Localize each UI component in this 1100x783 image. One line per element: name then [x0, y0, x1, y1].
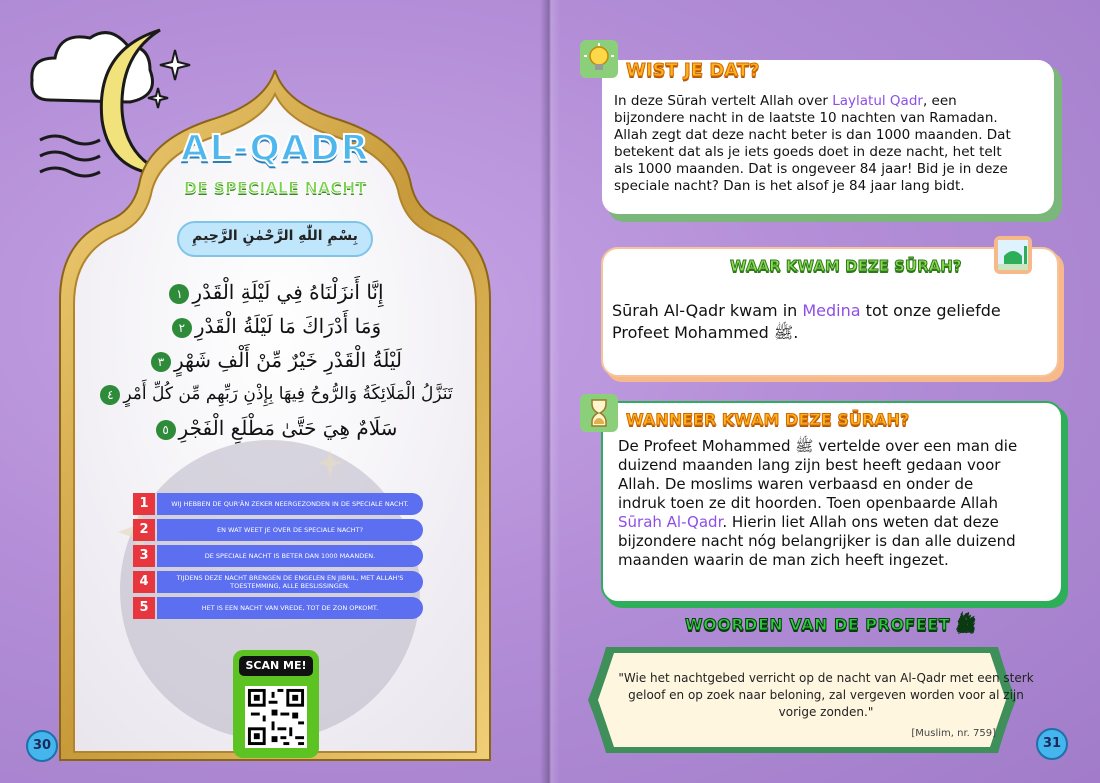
translation-row: [133, 545, 423, 567]
verse-line: [70, 411, 480, 445]
page-title: AL-QADR: [180, 128, 370, 169]
verse-number: ١: [169, 284, 189, 304]
translation-text: WIJ HEBBEN DE QUR'ÂN ZEKER NEERGEZONDEN IN DE SPECIALE NACHT.: [157, 493, 423, 515]
text-segment: . Hierin liet Allah ons weten dat deze bijzondere nacht nóg belangrijker is dan alle duizend maanden waarin de man zich heeft ingezet.: [618, 513, 1016, 569]
lightbulb-icon: [580, 40, 618, 78]
translation-text: DE SPECIALE NACHT IS BETER DAN 1000 MAANDEN.: [157, 545, 423, 567]
highlight-term: Sūrah Al-Qadr: [618, 513, 723, 531]
highlight-term: Medina: [802, 301, 861, 320]
prophet-quote: "Wie het nachtgebed verricht op de nacht van Al-Qadr met een sterk geloof en op zoek naar beloning, zal vergeven worden voor al zijn vorige zonden.": [618, 671, 1034, 719]
hourglass-icon: [580, 394, 618, 432]
text-segment: In deze Sūrah vertelt Allah over: [614, 93, 833, 109]
page-number-right: 31: [1036, 728, 1068, 760]
translation-text: HET IS EEN NACHT VAN VREDE, TOT DE ZON OPKOMT.: [157, 597, 423, 619]
wist-je-dat-title: WIST JE DAT?: [626, 60, 760, 81]
translation-row: [133, 493, 423, 515]
arabic-verses: [70, 275, 480, 445]
translation-number: 4: [133, 571, 155, 593]
text-segment: , een bijzondere nacht in de laatste 10 nachten van Ramadan. Allah zegt dat deze nacht beter is dan 1000 maanden. Dat betekent dat als je iets goeds doet in deze nacht, het telt als 1000 maanden. Dat is ongeveer 84 jaar! Bid je in deze speciale nacht? Dan is het alsof je 84 jaar lang bidt.: [614, 93, 1011, 194]
verse-number: ٤: [100, 385, 120, 405]
verse-text: سَلَامٌ هِيَ حَتَّىٰ مَطْلَعِ الْفَجْرِ: [178, 416, 398, 440]
text-segment: tot onze geliefde Profeet Mohammed ﷺ.: [612, 301, 1001, 342]
page-subtitle: DE SPECIALE NACHT: [183, 178, 367, 197]
qr-code-icon[interactable]: [245, 686, 307, 748]
verse-line: [70, 343, 480, 377]
wanneer-text: [618, 437, 1018, 570]
verse-text: تَنَزَّلُ الْمَلَائِكَةُ وَالرُّوحُ فِيهَا بِإِذْنِ رَبِّهِم مِّن كُلِّ أَمْرٍ: [123, 384, 453, 404]
translation-row: [133, 519, 423, 541]
page-number-left: 30: [26, 730, 58, 762]
translation-number: 3: [133, 545, 155, 567]
waar-text: [612, 300, 1032, 344]
translation-number: 5: [133, 597, 155, 619]
translation-number: 1: [133, 493, 155, 515]
verse-text: إِنَّا أَنزَلْنَاهُ فِي لَيْلَةِ الْقَدْرِ: [192, 280, 384, 304]
quote-source: [Muslim, nr. 759]: [911, 728, 996, 739]
highlight-term: Laylatul Qadr: [832, 93, 923, 109]
qr-scan-card[interactable]: [233, 650, 319, 758]
waar-title: WAAR KWAM DEZE SŪRAH?: [730, 257, 962, 275]
text-segment: Sūrah Al-Qadr kwam in: [612, 301, 803, 320]
verse-number: ٥: [156, 420, 176, 440]
verse-number: ٣: [151, 352, 171, 372]
translation-text: TIJDENS DEZE NACHT BRENGEN DE ENGELEN EN JIBRIL, MET ALLAH'S TOESTEMMING, ALLE BESLISSINGEN.: [157, 571, 423, 593]
verse-line: [70, 377, 480, 411]
translation-list: [133, 493, 423, 623]
translation-row: [133, 597, 423, 619]
wanneer-title: WANNEER KWAM DEZE SŪRAH?: [626, 410, 910, 429]
bismillah-banner: بِسْمِ اللّٰهِ الرَّحْمٰنِ الرَّحِيمِ: [192, 228, 358, 244]
verse-number: ٢: [172, 318, 192, 338]
mosque-icon: [994, 236, 1032, 274]
verse-text: وَمَا أَدْرَاكَ مَا لَيْلَةُ الْقَدْرِ: [194, 314, 382, 338]
translation-row: [133, 571, 423, 593]
wist-je-dat-text: [614, 93, 1014, 195]
right-page: [550, 0, 1100, 783]
translation-number: 2: [133, 519, 155, 541]
translation-text: EN WAT WEET JE OVER DE SPECIALE NACHT?: [157, 519, 423, 541]
verse-line: [70, 309, 480, 343]
scan-me-label: SCAN ME!: [239, 656, 313, 676]
woorden-title: WOORDEN VAN DE PROFEET ﷺ: [685, 615, 976, 634]
verse-line: [70, 275, 480, 309]
verse-text: لَيْلَةُ الْقَدْرِ خَيْرٌ مِّنْ أَلْفِ شَهْرٍ: [174, 348, 402, 372]
text-segment: De Profeet Mohammed ﷺ vertelde over een man die duizend maanden lang zijn best heeft gedaan voor Allah. De moslims waren verbaasd en onder de indruk toen ze dit hoorden. Toen openbaarde Allah: [618, 437, 1018, 512]
